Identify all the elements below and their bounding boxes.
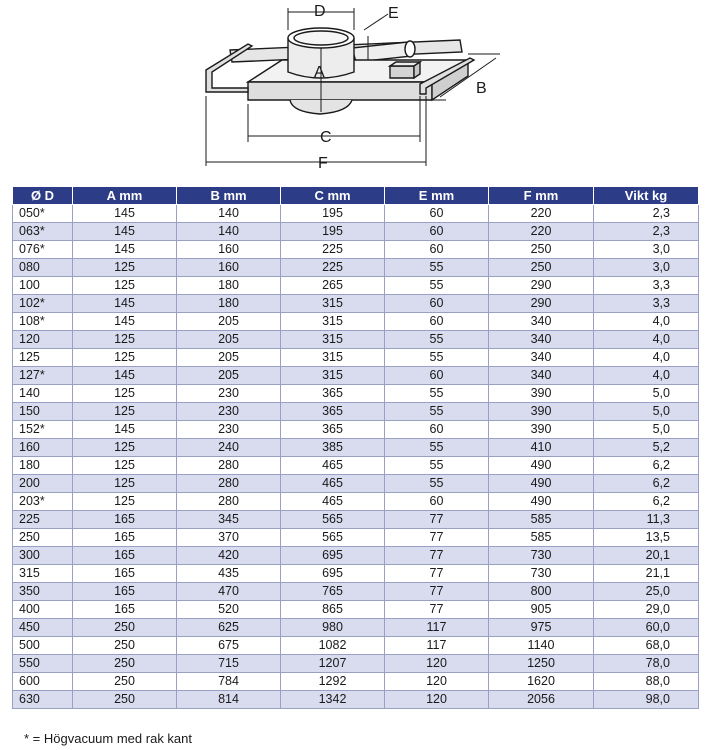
table-cell-f: 490 (489, 457, 594, 475)
table-cell-vk: 2,3 (594, 205, 699, 223)
table-cell-vk: 5,0 (594, 421, 699, 439)
table-cell-c: 1292 (281, 673, 385, 691)
table-cell-a: 125 (73, 259, 177, 277)
header-b: B mm (177, 187, 281, 205)
table-cell-c: 765 (281, 583, 385, 601)
table-cell-od: 400 (13, 601, 73, 619)
table-row (13, 349, 699, 367)
label-c: C (320, 129, 332, 146)
table-row (13, 295, 699, 313)
table-cell-a: 250 (73, 673, 177, 691)
table-cell-e: 55 (385, 457, 489, 475)
table-row (13, 601, 699, 619)
table-cell-b: 180 (177, 295, 281, 313)
table-cell-f: 490 (489, 475, 594, 493)
table-cell-f: 1250 (489, 655, 594, 673)
table-cell-od: 315 (13, 565, 73, 583)
label-f: F (318, 155, 328, 172)
dimensions-table (12, 186, 699, 709)
table-cell-f: 800 (489, 583, 594, 601)
table-cell-e: 55 (385, 475, 489, 493)
table-cell-b: 420 (177, 547, 281, 565)
table-cell-vk: 4,0 (594, 367, 699, 385)
table-cell-od: 076* (13, 241, 73, 259)
table-cell-od: 300 (13, 547, 73, 565)
table-cell-b: 160 (177, 241, 281, 259)
table-cell-c: 365 (281, 385, 385, 403)
table-cell-b: 625 (177, 619, 281, 637)
table-cell-od: 108* (13, 313, 73, 331)
table-cell-a: 125 (73, 349, 177, 367)
table-cell-vk: 78,0 (594, 655, 699, 673)
table-cell-f: 410 (489, 439, 594, 457)
table-cell-b: 470 (177, 583, 281, 601)
table-row (13, 403, 699, 421)
table-cell-a: 125 (73, 403, 177, 421)
table-row (13, 655, 699, 673)
table-cell-a: 145 (73, 205, 177, 223)
table-cell-b: 205 (177, 349, 281, 367)
table-cell-a: 145 (73, 223, 177, 241)
table-cell-b: 370 (177, 529, 281, 547)
table-cell-f: 390 (489, 421, 594, 439)
table-row (13, 565, 699, 583)
table-cell-vk: 3,3 (594, 295, 699, 313)
table-cell-vk: 3,3 (594, 277, 699, 295)
table-row (13, 475, 699, 493)
table-cell-e: 77 (385, 511, 489, 529)
table-cell-c: 980 (281, 619, 385, 637)
header-c: C mm (281, 187, 385, 205)
table-cell-od: 152* (13, 421, 73, 439)
table-cell-c: 315 (281, 295, 385, 313)
table-cell-a: 250 (73, 637, 177, 655)
table-cell-e: 117 (385, 637, 489, 655)
table-row (13, 511, 699, 529)
table-cell-od: 180 (13, 457, 73, 475)
table-cell-c: 225 (281, 259, 385, 277)
table-cell-vk: 29,0 (594, 601, 699, 619)
table-row (13, 421, 699, 439)
table-row (13, 385, 699, 403)
table-cell-f: 390 (489, 403, 594, 421)
table-cell-a: 165 (73, 601, 177, 619)
table-cell-e: 77 (385, 547, 489, 565)
table-cell-c: 365 (281, 403, 385, 421)
table-cell-c: 315 (281, 331, 385, 349)
label-a: A (314, 64, 325, 81)
table-cell-b: 230 (177, 421, 281, 439)
table-cell-c: 565 (281, 529, 385, 547)
table-cell-c: 1207 (281, 655, 385, 673)
table-cell-od: 063* (13, 223, 73, 241)
table-cell-vk: 6,2 (594, 475, 699, 493)
table-cell-c: 465 (281, 475, 385, 493)
label-b: B (476, 80, 487, 97)
table-cell-e: 55 (385, 439, 489, 457)
table-cell-c: 265 (281, 277, 385, 295)
technical-diagram (0, 0, 717, 186)
table-cell-a: 125 (73, 457, 177, 475)
table-cell-e: 55 (385, 385, 489, 403)
table-cell-a: 250 (73, 619, 177, 637)
table-cell-c: 315 (281, 349, 385, 367)
table-cell-c: 385 (281, 439, 385, 457)
table-cell-c: 225 (281, 241, 385, 259)
table-cell-e: 60 (385, 223, 489, 241)
table-cell-od: 250 (13, 529, 73, 547)
table-cell-c: 1342 (281, 691, 385, 709)
table-cell-b: 814 (177, 691, 281, 709)
table-cell-vk: 4,0 (594, 349, 699, 367)
table-cell-b: 205 (177, 367, 281, 385)
table-cell-e: 55 (385, 349, 489, 367)
table-cell-f: 730 (489, 547, 594, 565)
table-cell-c: 695 (281, 547, 385, 565)
table-row (13, 223, 699, 241)
table-cell-c: 195 (281, 205, 385, 223)
table-cell-e: 60 (385, 241, 489, 259)
table-cell-b: 140 (177, 223, 281, 241)
table-cell-c: 365 (281, 421, 385, 439)
table-row (13, 691, 699, 709)
table-cell-od: 500 (13, 637, 73, 655)
table-row (13, 241, 699, 259)
table-row (13, 457, 699, 475)
table-cell-vk: 88,0 (594, 673, 699, 691)
table-cell-od: 102* (13, 295, 73, 313)
table-cell-e: 60 (385, 367, 489, 385)
table-cell-e: 77 (385, 565, 489, 583)
table-cell-od: 080 (13, 259, 73, 277)
table-row (13, 547, 699, 565)
table-cell-od: 160 (13, 439, 73, 457)
table-row (13, 637, 699, 655)
table-cell-f: 490 (489, 493, 594, 511)
table-cell-od: 225 (13, 511, 73, 529)
table-cell-a: 145 (73, 367, 177, 385)
table-cell-a: 250 (73, 655, 177, 673)
table-cell-e: 77 (385, 529, 489, 547)
table-cell-e: 55 (385, 259, 489, 277)
table-cell-vk: 20,1 (594, 547, 699, 565)
table-cell-a: 125 (73, 331, 177, 349)
table-cell-vk: 21,1 (594, 565, 699, 583)
table-cell-od: 127* (13, 367, 73, 385)
table-cell-vk: 13,5 (594, 529, 699, 547)
table-row (13, 529, 699, 547)
header-od: Ø D (13, 187, 73, 205)
table-cell-f: 340 (489, 331, 594, 349)
table-cell-vk: 5,2 (594, 439, 699, 457)
table-row (13, 367, 699, 385)
table-cell-a: 145 (73, 241, 177, 259)
table-cell-e: 77 (385, 583, 489, 601)
table-cell-c: 865 (281, 601, 385, 619)
table-cell-b: 784 (177, 673, 281, 691)
table-cell-a: 125 (73, 493, 177, 511)
header-f: F mm (489, 187, 594, 205)
table-cell-e: 60 (385, 421, 489, 439)
table-cell-f: 340 (489, 349, 594, 367)
table-cell-c: 695 (281, 565, 385, 583)
table-cell-a: 250 (73, 691, 177, 709)
table-cell-od: 630 (13, 691, 73, 709)
table-cell-e: 120 (385, 673, 489, 691)
table-cell-a: 145 (73, 421, 177, 439)
label-d: D (314, 3, 326, 20)
table-row (13, 439, 699, 457)
table-cell-vk: 5,0 (594, 385, 699, 403)
table-cell-e: 77 (385, 601, 489, 619)
table-row (13, 331, 699, 349)
table-cell-c: 195 (281, 223, 385, 241)
table-cell-a: 165 (73, 565, 177, 583)
table-cell-e: 117 (385, 619, 489, 637)
table-cell-a: 125 (73, 277, 177, 295)
table-row (13, 259, 699, 277)
header-weight: Vikt kg (594, 187, 699, 205)
table-cell-a: 165 (73, 511, 177, 529)
table-cell-a: 165 (73, 547, 177, 565)
table-cell-vk: 5,0 (594, 403, 699, 421)
table-cell-f: 390 (489, 385, 594, 403)
table-cell-a: 145 (73, 313, 177, 331)
table-cell-e: 60 (385, 493, 489, 511)
table-cell-f: 290 (489, 295, 594, 313)
table-row (13, 583, 699, 601)
footnote: * = Högvacuum med rak kant (24, 731, 192, 746)
table-cell-e: 120 (385, 691, 489, 709)
table-cell-vk: 25,0 (594, 583, 699, 601)
table-cell-od: 150 (13, 403, 73, 421)
table-cell-od: 100 (13, 277, 73, 295)
table-row (13, 277, 699, 295)
table-cell-b: 230 (177, 403, 281, 421)
table-cell-f: 730 (489, 565, 594, 583)
table-cell-f: 975 (489, 619, 594, 637)
header-e: E mm (385, 187, 489, 205)
table-cell-f: 290 (489, 277, 594, 295)
table-cell-e: 55 (385, 277, 489, 295)
table-row (13, 313, 699, 331)
table-cell-b: 205 (177, 313, 281, 331)
table-cell-od: 120 (13, 331, 73, 349)
table-cell-vk: 60,0 (594, 619, 699, 637)
table-cell-e: 55 (385, 403, 489, 421)
table-cell-f: 250 (489, 241, 594, 259)
table-cell-f: 220 (489, 223, 594, 241)
table-cell-od: 200 (13, 475, 73, 493)
table-cell-f: 220 (489, 205, 594, 223)
table-cell-b: 230 (177, 385, 281, 403)
table-cell-f: 1620 (489, 673, 594, 691)
table-cell-od: 450 (13, 619, 73, 637)
table-cell-e: 60 (385, 313, 489, 331)
table-cell-c: 1082 (281, 637, 385, 655)
table-cell-od: 350 (13, 583, 73, 601)
table-cell-f: 250 (489, 259, 594, 277)
table-cell-a: 125 (73, 439, 177, 457)
table-cell-c: 565 (281, 511, 385, 529)
table-header-row (13, 187, 699, 205)
table-cell-vk: 11,3 (594, 511, 699, 529)
table-row (13, 493, 699, 511)
table-cell-vk: 98,0 (594, 691, 699, 709)
table-cell-b: 205 (177, 331, 281, 349)
header-a: A mm (73, 187, 177, 205)
table-cell-vk: 4,0 (594, 313, 699, 331)
table-row (13, 673, 699, 691)
table-cell-b: 240 (177, 439, 281, 457)
table-cell-a: 125 (73, 385, 177, 403)
table-cell-vk: 2,3 (594, 223, 699, 241)
table-cell-vk: 68,0 (594, 637, 699, 655)
table-row (13, 205, 699, 223)
table-cell-vk: 6,2 (594, 493, 699, 511)
table-cell-e: 60 (385, 295, 489, 313)
table-cell-b: 675 (177, 637, 281, 655)
table-cell-od: 600 (13, 673, 73, 691)
table-cell-b: 140 (177, 205, 281, 223)
table-cell-od: 550 (13, 655, 73, 673)
table-row (13, 619, 699, 637)
table-cell-vk: 6,2 (594, 457, 699, 475)
table-cell-f: 585 (489, 511, 594, 529)
table-cell-b: 280 (177, 475, 281, 493)
table-cell-c: 465 (281, 457, 385, 475)
table-cell-vk: 3,0 (594, 241, 699, 259)
table-cell-od: 125 (13, 349, 73, 367)
table-cell-a: 145 (73, 295, 177, 313)
table-cell-f: 340 (489, 367, 594, 385)
table-cell-b: 180 (177, 277, 281, 295)
table-cell-b: 280 (177, 493, 281, 511)
table-cell-vk: 3,0 (594, 259, 699, 277)
table-cell-od: 203* (13, 493, 73, 511)
table-cell-c: 315 (281, 313, 385, 331)
table-cell-b: 280 (177, 457, 281, 475)
table-cell-c: 315 (281, 367, 385, 385)
table-cell-e: 60 (385, 205, 489, 223)
table-cell-b: 715 (177, 655, 281, 673)
table-cell-b: 435 (177, 565, 281, 583)
table-cell-b: 345 (177, 511, 281, 529)
table-cell-e: 120 (385, 655, 489, 673)
table-cell-a: 125 (73, 475, 177, 493)
table-cell-f: 1140 (489, 637, 594, 655)
table-cell-od: 050* (13, 205, 73, 223)
table-cell-b: 520 (177, 601, 281, 619)
table-cell-od: 140 (13, 385, 73, 403)
table-cell-f: 2056 (489, 691, 594, 709)
label-e: E (388, 5, 399, 22)
table-cell-f: 905 (489, 601, 594, 619)
table-cell-c: 465 (281, 493, 385, 511)
table-cell-vk: 4,0 (594, 331, 699, 349)
table-cell-f: 585 (489, 529, 594, 547)
table-cell-f: 340 (489, 313, 594, 331)
table-cell-b: 160 (177, 259, 281, 277)
table-cell-a: 165 (73, 583, 177, 601)
table-cell-e: 55 (385, 331, 489, 349)
table-cell-a: 165 (73, 529, 177, 547)
